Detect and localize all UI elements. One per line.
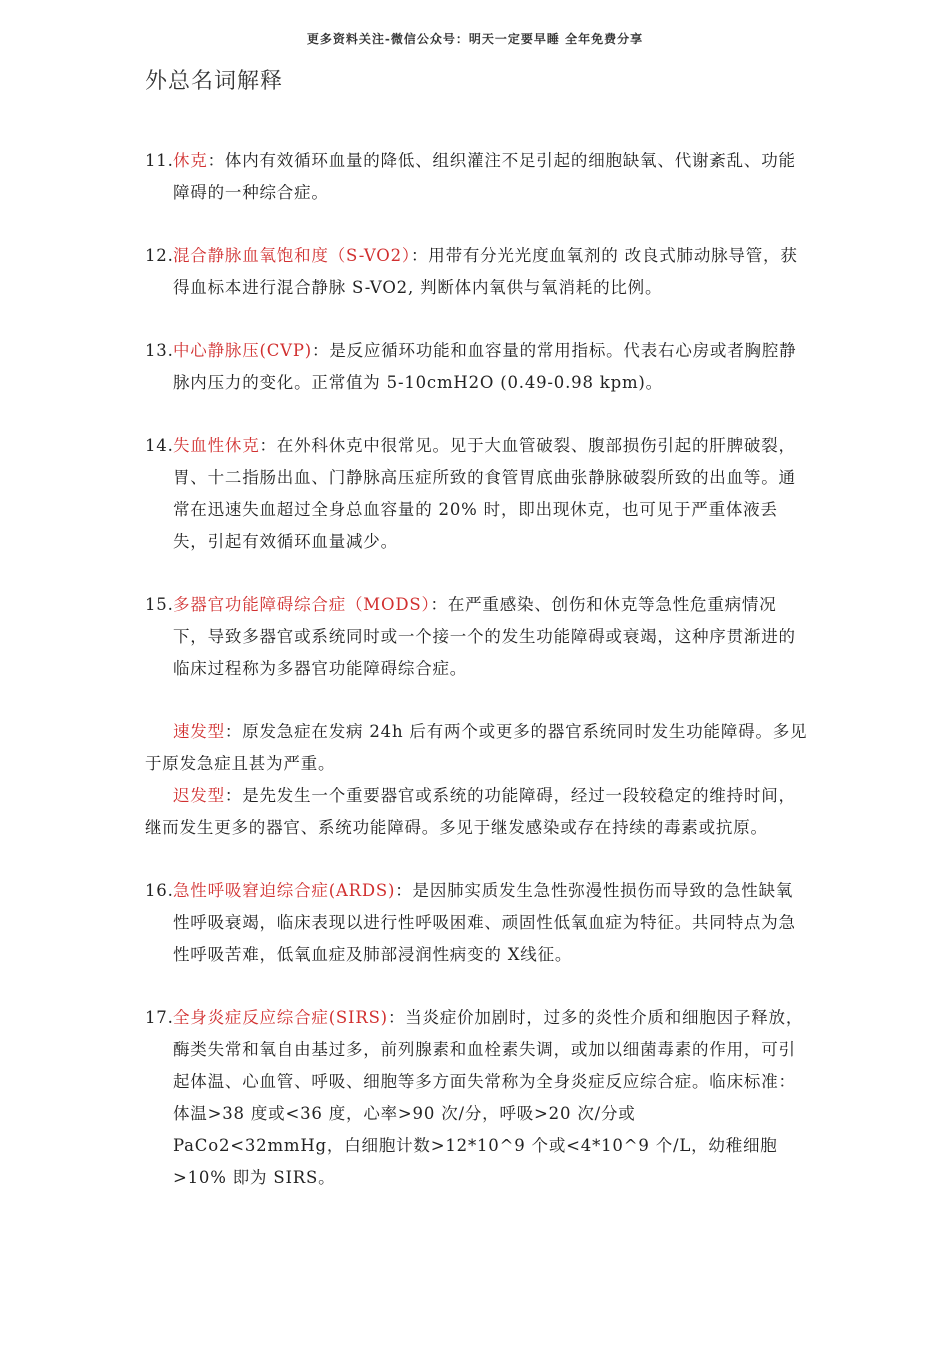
entry-definition: ：是反应循环功能和血容量的常用指标。代表右心房或者胸腔静脉内压力的变化。正常值为 5-10cmH2O (0.49-0.98 kpm)。 [173, 341, 797, 392]
entry-definition: ：在外科休克中很常见。见于大血管破裂、腹部损伤引起的肝脾破裂，胃、十二指肠出血、门静脉高压症所致的食管胃底曲张静脉破裂所致的出血等。通常在迅速失血超过全身总血容量的 20% 时，即出现休克，也可见于严重体液丢失，引起有效循环血量减少。 [173, 436, 796, 551]
entry-number: 15. [145, 595, 174, 614]
subtype-delayed [145, 780, 810, 844]
entry-number: 11. [145, 151, 174, 170]
entry-ards [145, 875, 810, 971]
entry-shock [145, 145, 810, 209]
entry-hemorrhagic-shock [145, 430, 810, 558]
page-title: 外总名词解释 [145, 69, 284, 94]
subtype-rapid [145, 716, 810, 780]
entry-definition: ：在严重感染、创伤和休克等急性危重病情况下，导致多器官或系统同时或一个接一个的发生功能障碍或衰竭，这种序贯渐进的临床过程称为多器官功能障碍综合症。 [173, 595, 796, 678]
entry-definition: ：当炎症价加剧时，过多的炎性介质和细胞因子释放，酶类失常和氧自由基过多，前列腺素和血栓素失调，或加以细菌毒素的作用，可引起体温、心血管、呼吸、细胞等多方面失常称为全身炎症反应综合症。临床标准：体温>38 度或<36 度，心率>90 次/分，呼吸>20 次/分或 PaCo2<32mmHg，白细胞计数>12*10^9 个或<4*10^9 个/L，幼稚细胞>10% 即为 SIRS。 [173, 1008, 804, 1187]
page-header: 更多资料关注-微信公众号：明天一定要早睡 全年免费分享 [306, 32, 644, 46]
document-body [145, 145, 810, 1194]
entry-term: 全身炎症反应综合症(SIRS) [173, 1008, 388, 1027]
entry-term: 多器官功能障碍综合症（MODS） [173, 595, 431, 614]
subtype-term: 速发型 [173, 722, 225, 741]
entry-definition: ：用带有分光光度血氧剂的 改良式肺动脉导管，获得血标本进行混合静脉 S-VO2, 判断体内氧供与氧消耗的比例。 [173, 246, 798, 297]
entry-term: 中心静脉压(CVP) [173, 341, 313, 360]
entry-term: 急性呼吸窘迫综合症(ARDS) [173, 881, 396, 900]
entry-term: 失血性休克 [173, 436, 260, 455]
subtype-definition: ：原发急症在发病 24h 后有两个或更多的器官系统同时发生功能障碍。多见于原发急症且甚为严重。 [145, 722, 808, 773]
entry-sirs [145, 1002, 810, 1194]
entry-definition: ：是因肺实质发生急性弥漫性损伤而导致的急性缺氧性呼吸衰竭，临床表现以进行性呼吸困难、顽固性低氧血症为特征。共同特点为急性呼吸苦难，低氧血症及肺部浸润性病变的 X线征。 [173, 881, 796, 964]
entry-number: 13. [145, 341, 174, 360]
entry-number: 16. [145, 881, 174, 900]
entry-number: 12. [145, 246, 174, 265]
entry-number: 14. [145, 436, 174, 455]
entry-term: 休克 [173, 151, 208, 170]
entry-cvp [145, 335, 810, 399]
entry-term: 混合静脉血氧饱和度（S-VO2） [173, 246, 411, 265]
entry-definition: ：体内有效循环血量的降低、组织灌注不足引起的细胞缺氧、代谢紊乱、功能障碍的一种综合症。 [173, 151, 796, 202]
entry-mods [145, 589, 810, 685]
entry-number: 17. [145, 1008, 174, 1027]
entry-svo2 [145, 240, 810, 304]
subtype-definition: ：是先发生一个重要器官或系统的功能障碍，经过一段较稳定的维持时间，继而发生更多的器官、系统功能障碍。多见于继发感染或存在持续的毒素或抗原。 [145, 786, 796, 837]
subtype-term: 迟发型 [173, 786, 225, 805]
